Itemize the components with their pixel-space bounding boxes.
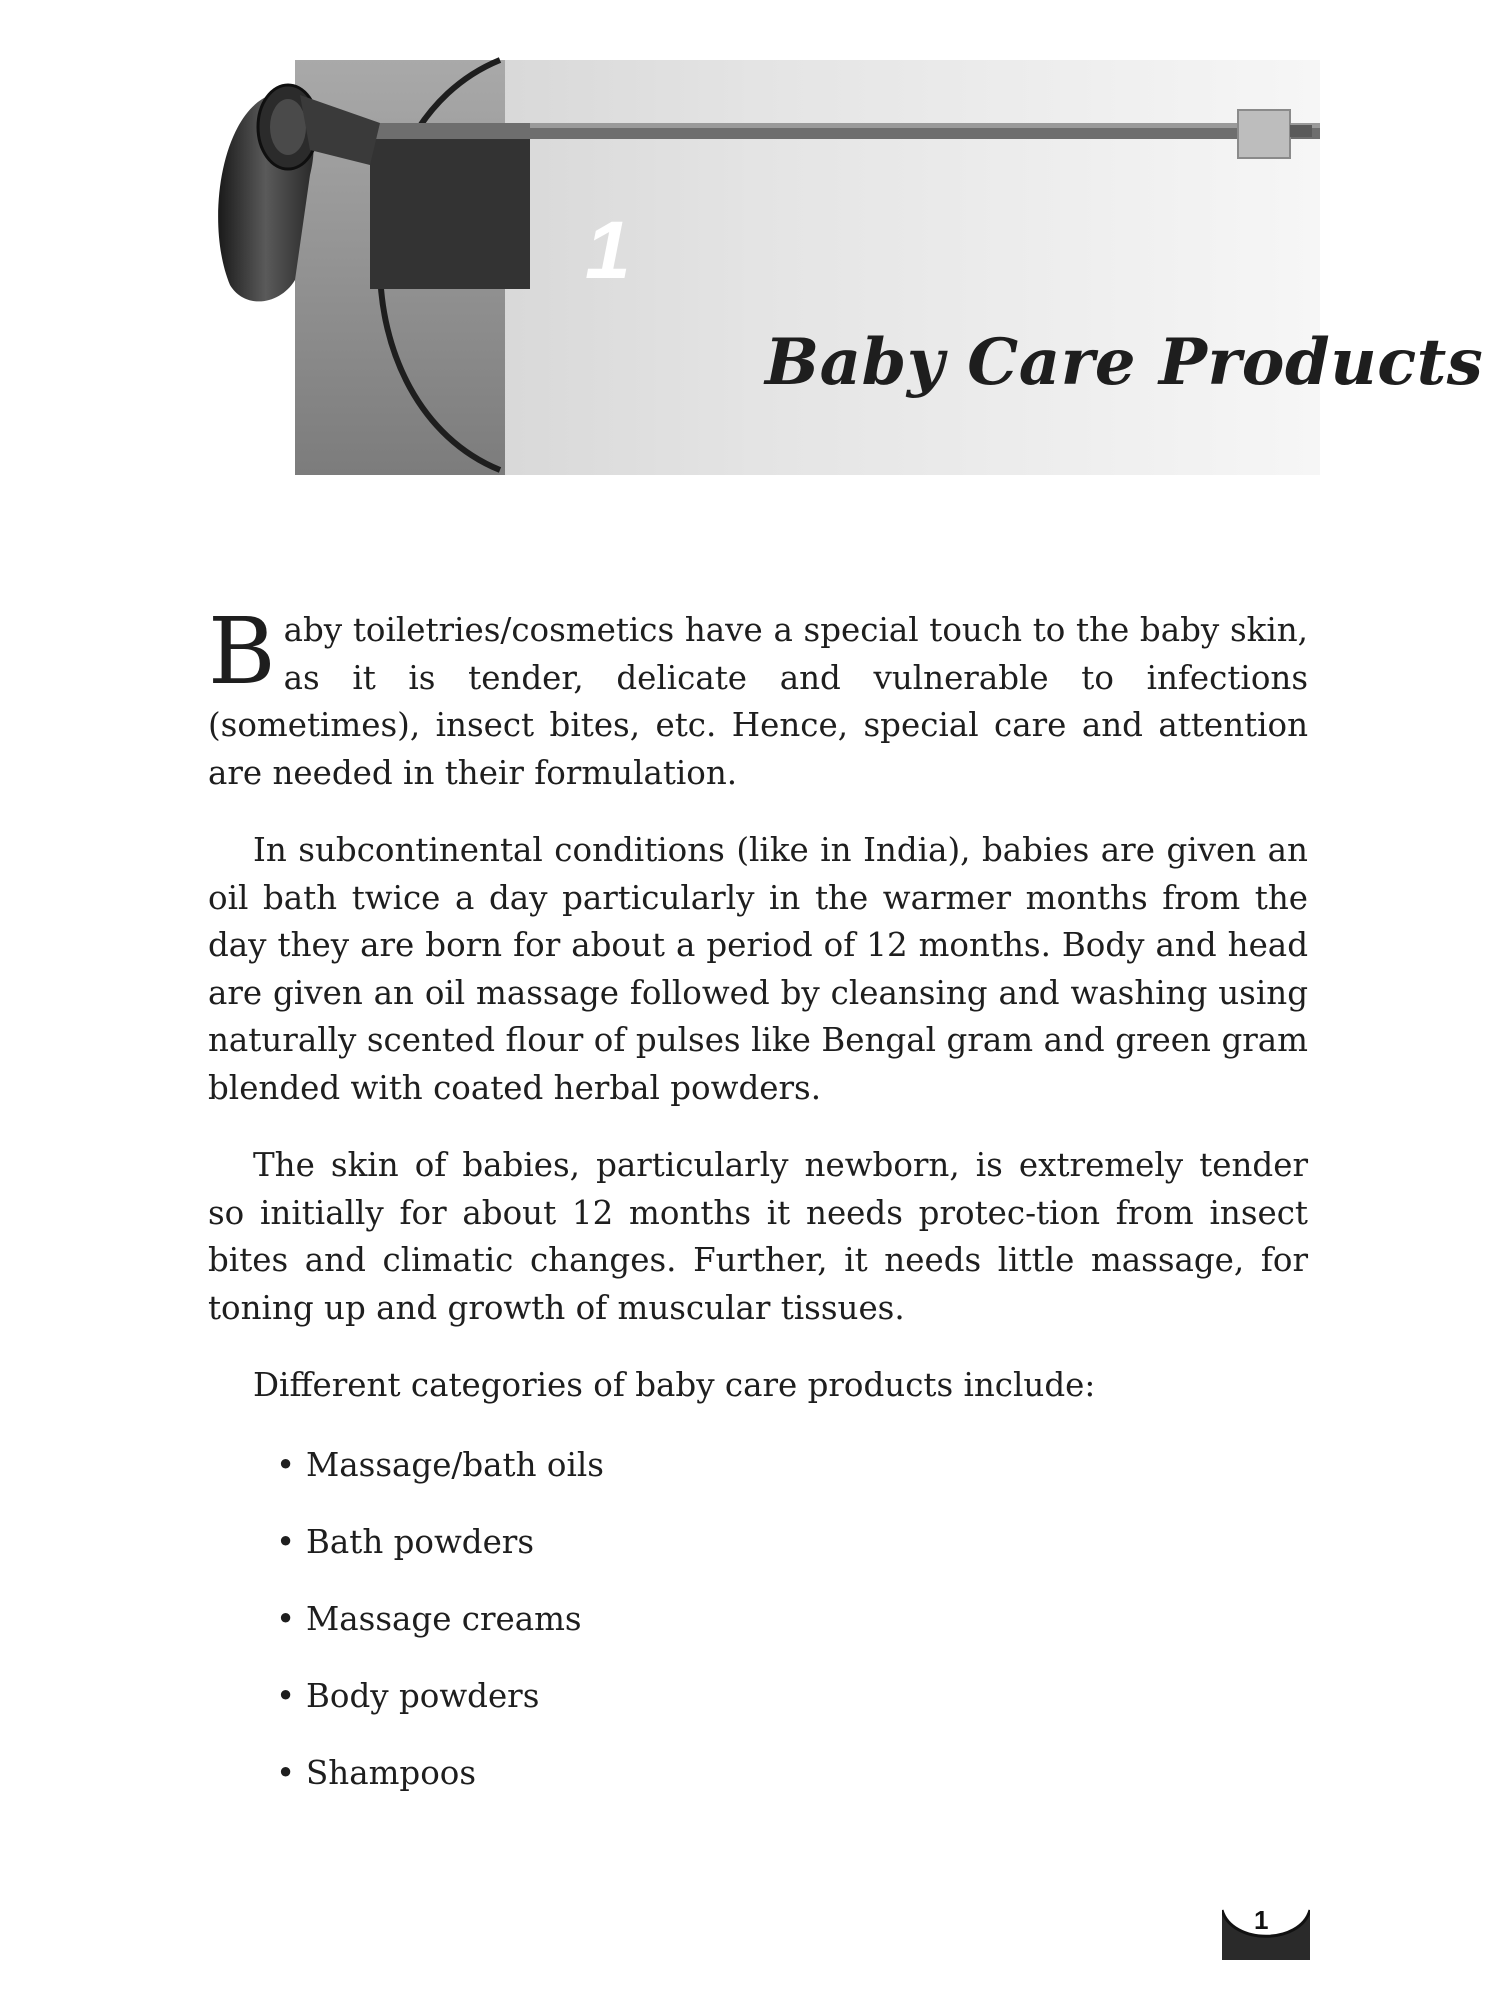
categories-intro: Different categories of baby care products include: [253, 1366, 1096, 1404]
bullet-icon: • [276, 1445, 296, 1484]
paragraph-1-text: aby toiletries/cosmetics have a special touch to the baby skin, as it is tender, delicate and vulnerable to infections (sometimes), insect bites, etc. Hence, special care and attention are needed in their formulation. [208, 611, 1308, 792]
chapter-header-graphic [200, 55, 1484, 475]
chapter-number: 1 [585, 205, 631, 296]
categories-list [208, 1442, 1308, 1797]
bullet-icon: • [276, 1753, 296, 1792]
paragraph-3: The skin of babies, particularly newborn, is extremely tender so initially for about 12 months it needs protec-tion from insect bites and climatic changes. Further, it needs little massage, for toning up and growth of muscular tissues. [208, 1146, 1308, 1327]
list-item [276, 1596, 1308, 1643]
list-item [276, 1519, 1308, 1566]
list-item [276, 1750, 1308, 1797]
chapter-number-block [370, 123, 530, 289]
chapter-body [208, 598, 1308, 1827]
header-bar-end-square [1238, 110, 1290, 158]
list-item [276, 1442, 1308, 1489]
list-item [276, 1673, 1308, 1720]
list-item-label: Bath powders [306, 1522, 535, 1561]
paragraph-2: In subcontinental conditions (like in India), babies are given an oil bath twice a day particularly in the warmer months from the day they are born for about a period of 12 months. Body and head are given an oil massage followed by cleansing and washing using naturally scented flour of pulses like Bengal gram and green gram blended with coated herbal powders. [208, 831, 1308, 1107]
bullet-icon: • [276, 1522, 296, 1561]
bullet-icon: • [276, 1676, 296, 1715]
bullet-icon: • [276, 1599, 296, 1638]
paragraph-1 [208, 598, 1308, 797]
list-item-label: Massage creams [306, 1599, 582, 1638]
list-item-label: Shampoos [306, 1753, 477, 1792]
drop-cap-letter: B [208, 598, 276, 705]
list-item-label: Body powders [306, 1676, 540, 1715]
list-item-label: Massage/bath oils [306, 1445, 604, 1484]
page-number: 1 [1254, 1905, 1269, 1935]
header-decoration-svg [200, 55, 1320, 475]
chapter-title: Baby Care Products [765, 325, 1484, 400]
